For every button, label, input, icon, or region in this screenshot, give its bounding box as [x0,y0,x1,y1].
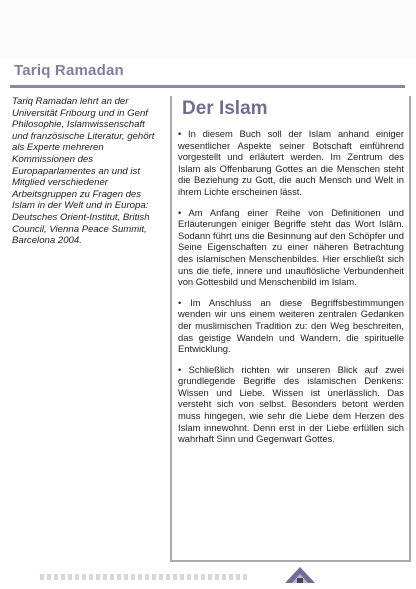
publisher-logo-icon [283,565,317,585]
description-panel [170,96,411,562]
barcode-strip [40,574,250,580]
section-title: Der Islam [182,98,268,119]
author-name: Tariq Ramadan [14,62,124,79]
paragraph-4: • Schließlich richten wir unseren Blick auf zwei grundlegende Begriffe des islamischen Denkens: Wissen und Liebe. Wissen ist unerlässlich. Das versteht sich von selbst. Besonders betont werden muss hingegen, wie sehr die Liebe dem Herzen des Islam innewohnt. Denn erst in der Liebe erfüllen sich wahrhaft Sinn und Gegenwart Gottes. [178,363,404,445]
paragraph-1: • In diesem Buch soll der Islam anhand einiger wesentlicher Aspekte seiner Botschaft einführend vorgestellt und erläutert werden. Im Zentrum des Islam als Offenbarung Gottes an die Menschen steht die Beziehung zu Gott, die auch Mensch und Welt in ihrem Lichte erscheinen lässt. [178,128,404,197]
header-blank-area [0,0,416,58]
author-divider [10,85,405,88]
description-paragraphs [178,128,404,454]
paragraph-3: • Im Anschluss an diese Begriffsbestimmungen wenden wir uns einem weiteren zentralen Gedanken der muslimischen Tradition zu: den Weg beschreiten, das geistige Wandeln und Wandern, die spirituelle Entwicklung. [178,296,404,355]
author-bio: Tariq Ramadan lehrt an der Universität Fribourg und in Genf Philosophie, Islamwissenschaft und französische Literatur, gehört als Experte mehreren Kommissionen des Europaparlamentes an und ist Mitglied verschiedener Arbeitsgruppen zu Fragen des Islam in der Welt und in Europa: Deutsches Orient-Institut, British Council, Vienna Peace Summit, Barcelona 2004. [12,96,155,247]
paragraph-2: • Am Anfang einer Reihe von Definitionen und Erläuterungen einiger Begriffe steht das Wort Islâm. Sodann führt uns die Besinnung auf den Schöpfer und Seine Eigenschaften zu einer näheren Betrachtung des islamischen Menschenbildes. Hier erschließt sich uns die tiefe, innere und unauflösliche Verbundenheit von Gottesbild und Menschenbild im Islam. [178,206,404,288]
